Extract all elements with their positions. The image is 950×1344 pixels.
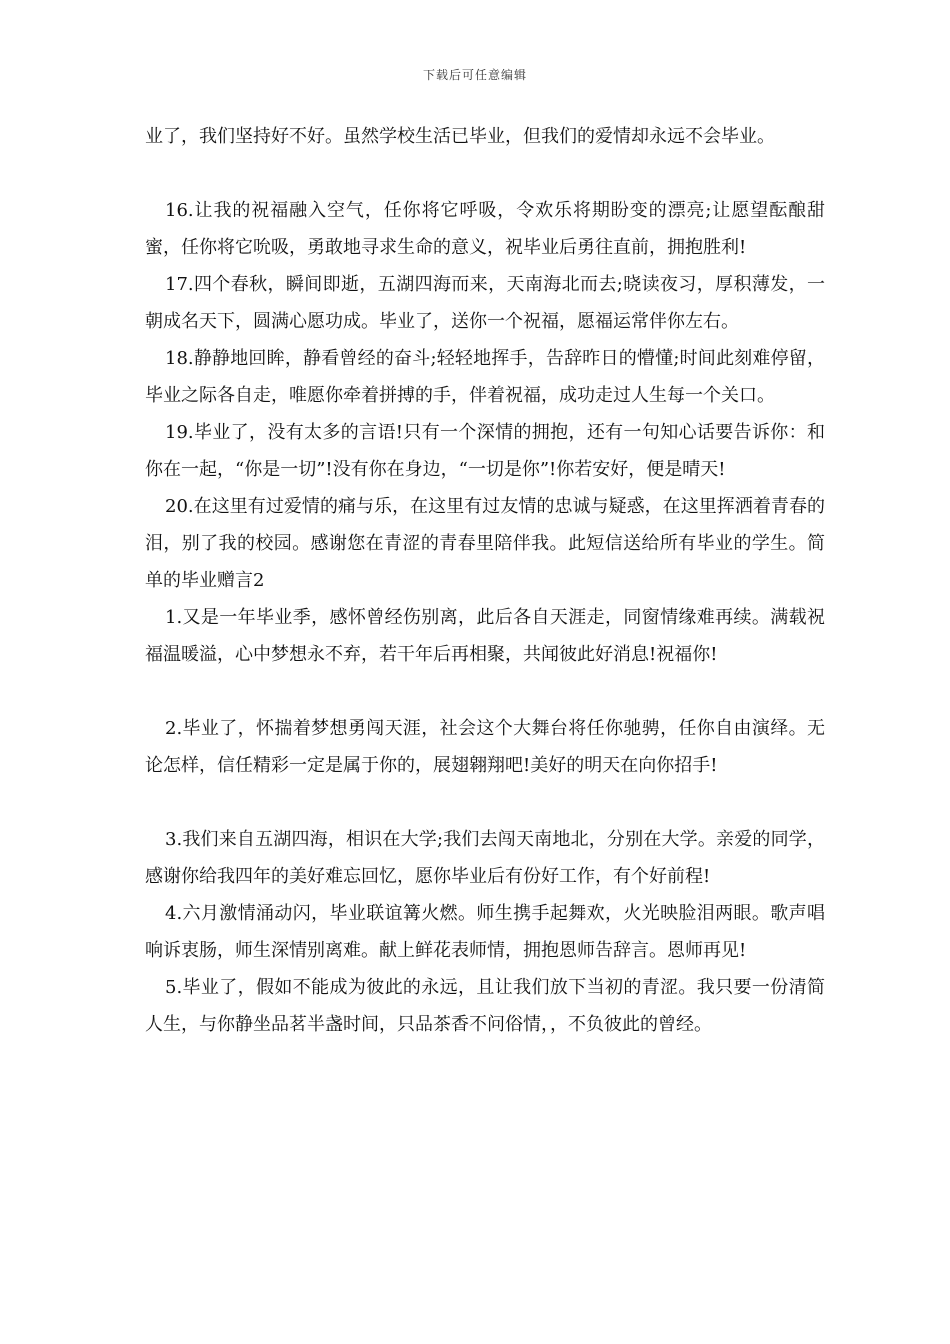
paragraph: 2.毕业了，怀揣着梦想勇闯天涯，社会这个大舞台将任你驰骋，任你自由演绎。无论怎样，信任精彩一定是属于你的，展翅翱翔吧!美好的明天在向你招手! — [145, 718, 825, 776]
paragraph: 1.又是一年毕业季，感怀曾经伤别离，此后各自天涯走，同窗情缘难再续。满载祝福温暖溢，心中梦想永不弃，若干年后再相聚，共闻彼此好消息!祝福你! — [145, 607, 825, 665]
document-body — [145, 118, 825, 1043]
paragraph: 16.让我的祝福融入空气，任你将它呼吸，令欢乐将期盼变的漂亮;让愿望酝酿甜蜜，任你将它吮吸，勇敢地寻求生命的意义，祝毕业后勇往直前，拥抱胜利! — [145, 200, 825, 258]
paragraph: 4.六月激情涌动闪，毕业联谊篝火燃。师生携手起舞欢，火光映脸泪两眼。歌声唱响诉衷肠，师生深情别离难。献上鲜花表师情，拥抱恩师告辞言。恩师再见! — [145, 903, 825, 961]
paragraph-spacer — [145, 784, 825, 821]
page-header-note: 下载后可任意编辑 — [422, 68, 527, 82]
paragraph: 17.四个春秋，瞬间即逝，五湖四海而来，天南海北而去;晓读夜习，厚积薄发，一朝成名天下，圆满心愿功成。毕业了，送你一个祝福，愿福运常伴你左右。 — [145, 274, 825, 332]
paragraph: 5.毕业了，假如不能成为彼此的永远，且让我们放下当初的青涩。我只要一份清简人生，与你静坐品茗半盏时间，只品茶香不问俗情，，不负彼此的曾经。 — [145, 977, 825, 1035]
paragraph-spacer — [145, 673, 825, 710]
paragraph: 18.静静地回眸，静看曾经的奋斗;轻轻地挥手，告辞昨日的懵懂;时间此刻难停留，毕业之际各自走，唯愿你牵着拼搏的手，伴着祝福，成功走过人生每一个关口。 — [145, 348, 825, 406]
paragraph: 3.我们来自五湖四海，相识在大学;我们去闯天南地北，分别在大学。亲爱的同学，感谢你给我四年的美好难忘回忆，愿你毕业后有份好工作，有个好前程! — [145, 829, 825, 887]
paragraph: 20.在这里有过爱情的痛与乐，在这里有过友情的忠诚与疑惑，在这里挥洒着青春的泪，别了我的校园。感谢您在青涩的青春里陪伴我。此短信送给所有毕业的学生。简单的毕业赠言2 — [145, 496, 825, 591]
paragraph-spacer — [145, 155, 825, 192]
paragraph: 业了，我们坚持好不好。虽然学校生活已毕业，但我们的爱情却永远不会毕业。 — [145, 126, 775, 147]
paragraph: 19.毕业了，没有太多的言语!只有一个深情的拥抱，还有一句知心话要告诉你：和你在一起，“你是一切”!没有你在身边，“一切是你”!你若安好，便是晴天! — [145, 422, 825, 480]
